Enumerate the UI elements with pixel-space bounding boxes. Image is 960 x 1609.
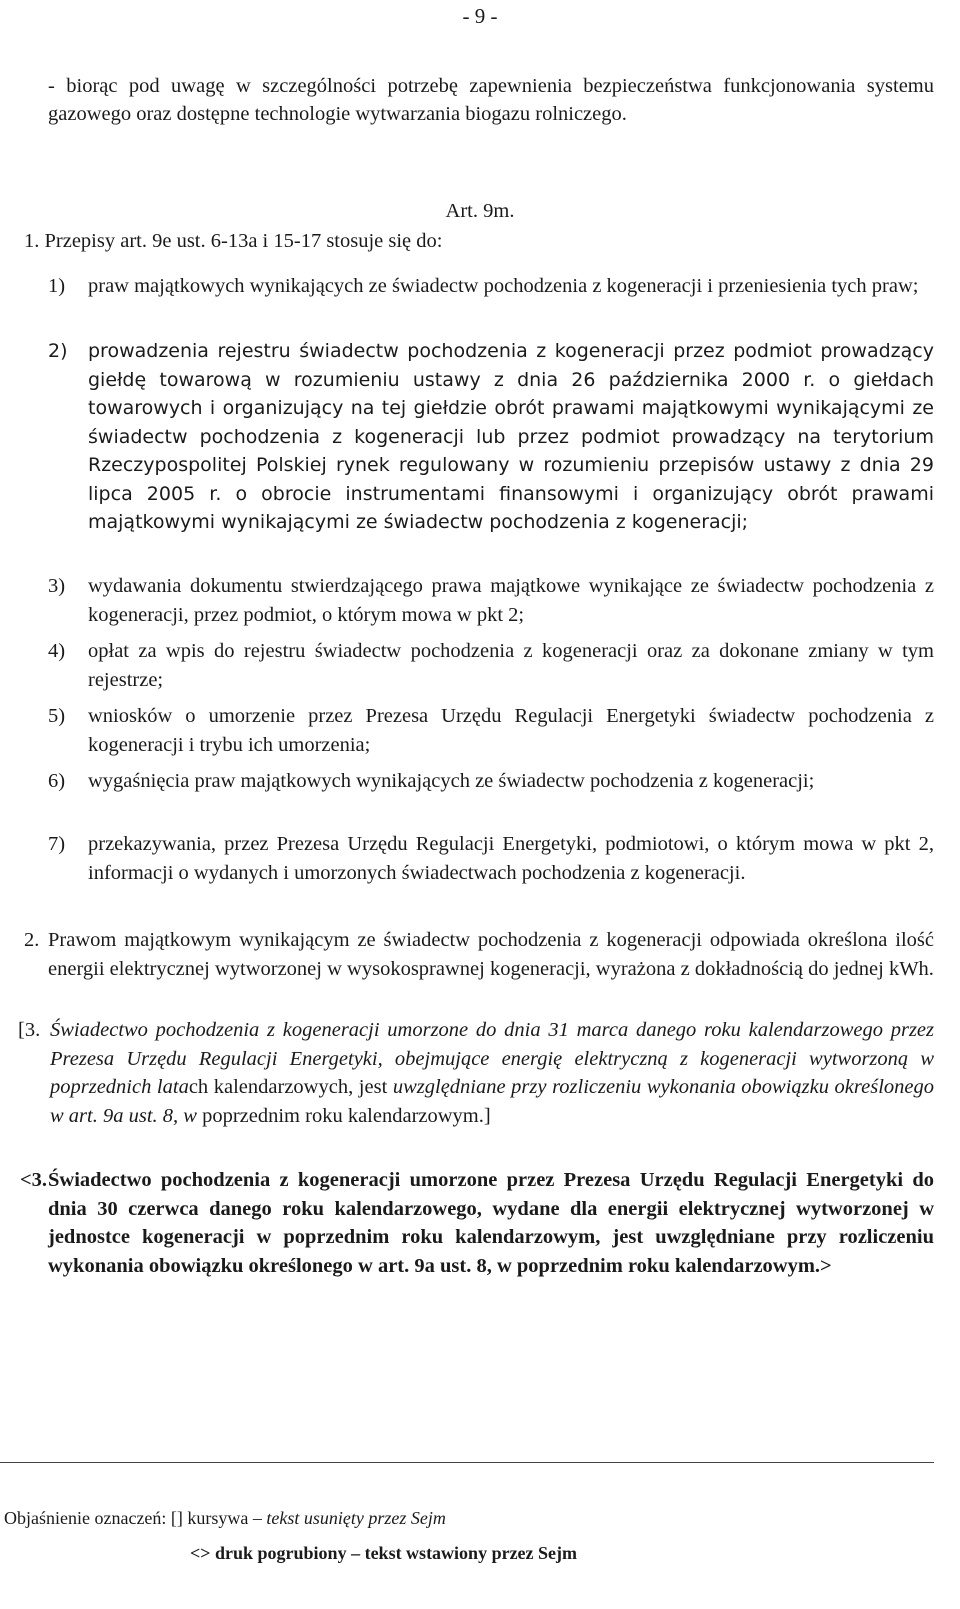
list-item-number: 1) bbox=[48, 275, 66, 297]
section-number: <3. bbox=[20, 1169, 48, 1191]
section-3-added bbox=[20, 1166, 934, 1280]
list-item-text: wydawania dokumentu stwierdzającego prawa majątkowe wynikające ze świadectw pochodzenia z kogeneracji, przez podmiot, o którym mowa w pkt 2; bbox=[88, 575, 934, 626]
list-item-number: 5) bbox=[48, 705, 66, 727]
section-number: [3. bbox=[18, 1019, 41, 1041]
legend-mark: [] kursywa bbox=[170, 1508, 249, 1528]
page-number: - 9 - bbox=[462, 4, 498, 28]
section-2 bbox=[24, 926, 934, 983]
legend-removed-description: tekst usunięty przez Sejm bbox=[266, 1508, 446, 1528]
list-item-number: 7) bbox=[48, 833, 66, 855]
list-item-text: opłat za wpis do rejestru świadectw pochodzenia z kogeneracji oraz za dokonane zmiany w tym rejestrze; bbox=[88, 640, 934, 691]
legend-line-2: <> druk pogrubiony – tekst wstawiony przez Sejm bbox=[190, 1543, 578, 1563]
article-title: Art. 9m. bbox=[445, 200, 515, 222]
plain-text: ch kalendarzowych, jest bbox=[188, 1076, 388, 1098]
removed-text: Świadectwo pochodzenia z kogeneracji umorzone do dnia 31 marca danego roku kalendarzowego przez Prezesa Urzędu Regulacji Energetyki, obejmujące energię elektryczną z kogeneracji wytworzoną w poprzednich lata bbox=[50, 1019, 934, 1098]
removed-text: uwzględniane przy rozliczeniu wykonania obowiązku określonego w art. 9a ust. 8, w bbox=[50, 1076, 934, 1127]
list-item-6 bbox=[48, 767, 934, 796]
added-text: Świadectwo pochodzenia z kogeneracji umorzone przez Prezesa Urzędu Regulacji Energetyki do dnia 30 czerwca danego roku kalendarzowego, wydane dla energii elektrycznej wytworzonej w jednostce kogeneracji w poprzednim roku kalendarzowym, jest uwzględniane przy rozliczeniu wykonania obowiązku określonego w art. 9a ust. 8, w poprzednim roku kalendarzowym.> bbox=[48, 1169, 934, 1277]
section-text: Prawom majątkowym wynikającym ze świadectw pochodzenia z kogeneracji odpowiada określona ilość energii elektrycznej wytworzonej w wysokosprawnej kogeneracji, wyrażona z dokładnością do jednej kWh. bbox=[48, 929, 934, 980]
section-1-lead: 1. Przepisy art. 9e ust. 6-13a i 15-17 stosuje się do: bbox=[24, 230, 443, 252]
list-item-number: 3) bbox=[48, 575, 66, 597]
plain-text: poprzednim roku kalendarzowym.] bbox=[202, 1104, 491, 1127]
list-item-1 bbox=[48, 272, 934, 301]
section-number: 2. bbox=[24, 929, 40, 951]
list-item-number: 4) bbox=[48, 640, 66, 662]
list-item-text: przekazywania, przez Prezesa Urzędu Regulacji Energetyki, podmiotowi, o którym mowa w pkt 2, informacji o wydanych i umorzonych świadectwach pochodzenia z kogeneracji. bbox=[88, 833, 934, 884]
legend-line-1 bbox=[4, 1508, 446, 1529]
section-3-removed bbox=[18, 1016, 934, 1130]
list-item-number: 2) bbox=[48, 340, 68, 362]
list-item-text: wygaśnięcia praw majątkowych wynikających ze świadectw pochodzenia z kogeneracji; bbox=[88, 770, 815, 792]
list-item-number: 6) bbox=[48, 770, 66, 792]
list-item-7 bbox=[48, 830, 934, 887]
list-item-4 bbox=[48, 637, 934, 694]
footnote-divider bbox=[0, 1462, 934, 1463]
list-item-text: wniosków o umorzenie przez Prezesa Urzędu Regulacji Energetyki świadectw pochodzenia z kogeneracji i trybu ich umorzenia; bbox=[88, 705, 934, 756]
list-item-5 bbox=[48, 702, 934, 759]
list-item-3 bbox=[48, 572, 934, 629]
legend-dash: – bbox=[252, 1508, 262, 1528]
list-item-text: prowadzenia rejestru świadectw pochodzenia z kogeneracji przez podmiot prowadzący giełdę towarową w rozumieniu ustawy z dnia 26 października 2000 r. o giełdach towarowych i organizujący na tej giełdzie obrót prawami majątkowymi wynikającymi ze świadectw pochodzenia z kogeneracji lub przez podmiot prowadzący na terytorium Rzeczypospolitej Polskiej rynek regulowany w rozumieniu przepisów ustawy z dnia 29 lipca 2005 r. o obrocie instrumentami finansowymi i organizujący obrót prawami majątkowymi wynikającymi ze świadectw pochodzenia z kogeneracji; bbox=[88, 340, 934, 533]
intro-paragraph: - biorąc pod uwagę w szczególności potrzebę zapewnienia bezpieczeństwa funkcjonowania systemu gazowego oraz dostępne technologie wytwarzania biogazu rolniczego. bbox=[48, 75, 934, 125]
list-item-text: praw majątkowych wynikających ze świadectw pochodzenia z kogeneracji i przeniesienia tych praw; bbox=[88, 275, 919, 297]
list-item-2 bbox=[48, 337, 934, 537]
legend-prefix: Objaśnienie oznaczeń: bbox=[4, 1508, 167, 1528]
